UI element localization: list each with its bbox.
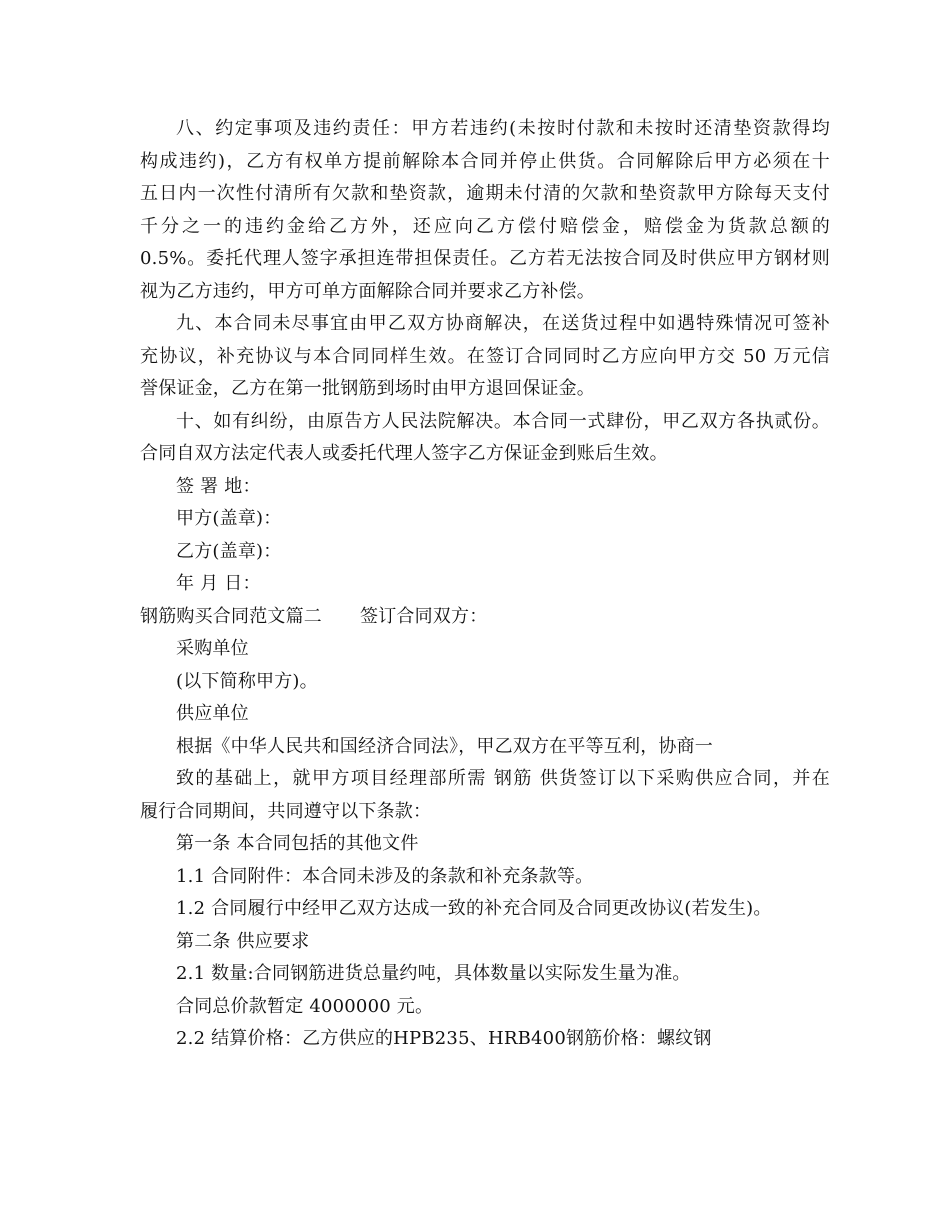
text-line: 致的基础上，就甲方项目经理部所需 钢筋 供货签订以下采购供应合同，并在 [176,768,830,789]
text-line: 视为乙方违约，甲方可单方面解除合同并要求乙方补偿。 [140,280,595,302]
text-line: 0.5%。委托代理人签字承担连带担保责任。乙方若无法按合同及时供应甲方钢材则 [140,248,830,269]
text-line: 九、本合同未尽事宜由甲乙双方协商解决，在送货过程中如遇特殊情况可签补 [176,313,830,334]
article-item: 2.2 结算价格：乙方供应的HPB235、HRB400钢筋价格：螺纹钢 [176,1028,712,1049]
article-heading: 第二条 供应要求 [176,930,310,952]
signature-place: 签 署 地： [176,475,261,497]
signature-party-a: 甲方(盖章)： [176,508,282,529]
document-page [140,113,830,1056]
contract-two-title: 钢筋购买合同范文篇二 [140,605,322,627]
signature-date: 年 月 日： [176,573,261,594]
text-line: 构成违约)，乙方有权单方提前解除本合同并停止供货。合同解除后甲方必须在十 [140,150,830,172]
purchaser-label: 采购单位 [176,638,249,659]
article-item: 1.2 合同履行中经甲乙双方达成一致的补充合同及合同更改协议(若发生)。 [176,898,772,919]
clause-eight [140,113,830,308]
text-line: 履行合同期间，共同遵守以下条款： [140,800,432,822]
clause-ten [140,406,830,471]
signature-block [140,471,830,601]
purchaser-note: (以下简称甲方)。 [176,670,318,692]
contract-two [140,601,830,1056]
clause-nine [140,308,830,406]
contract-two-heading [140,601,830,634]
text-line: 誉保证金，乙方在第一批钢筋到场时由甲方退回保证金。 [140,378,595,399]
total-price: 合同总价款暂定 4000000 元。 [176,995,434,1017]
article-item: 1.1 合同附件：本合同未涉及的条款和补充条款等。 [176,865,594,887]
text-line: 八、约定事项及违约责任：甲方若违约(未按时付款和未按时还清垫资款得均 [176,118,830,139]
contract-parties-label: 签订合同双方： [360,605,488,627]
text-line: 充协议，补充协议与本合同同样生效。在签订合同同时乙方应向甲方交 50 万元信 [140,345,830,367]
signature-party-b: 乙方(盖章)： [176,540,282,562]
text-line: 十、如有纠纷，由原告方人民法院解决。本合同一式肆份，甲乙双方各执贰份。 [176,410,830,432]
text-line: 千分之一的违约金给乙方外，还应向乙方偿付赔偿金，赔偿金为货款总额的 [140,215,830,237]
supplier-label: 供应单位 [176,703,249,724]
article-item: 2.1 数量:合同钢筋进货总量约吨，具体数量以实际发生量为准。 [176,963,691,984]
article-heading: 第一条 本合同包括的其他文件 [176,833,419,854]
text-line: 合同自双方法定代表人或委托代理人签字乙方保证金到账后生效。 [140,443,668,464]
text-line: 根据《中华人民共和国经济合同法》，甲乙双方在平等互利，协商一 [176,735,713,757]
text-line: 五日内一次性付清所有欠款和垫资款，逾期未付清的欠款和垫资款甲方除每天支付 [140,183,830,204]
